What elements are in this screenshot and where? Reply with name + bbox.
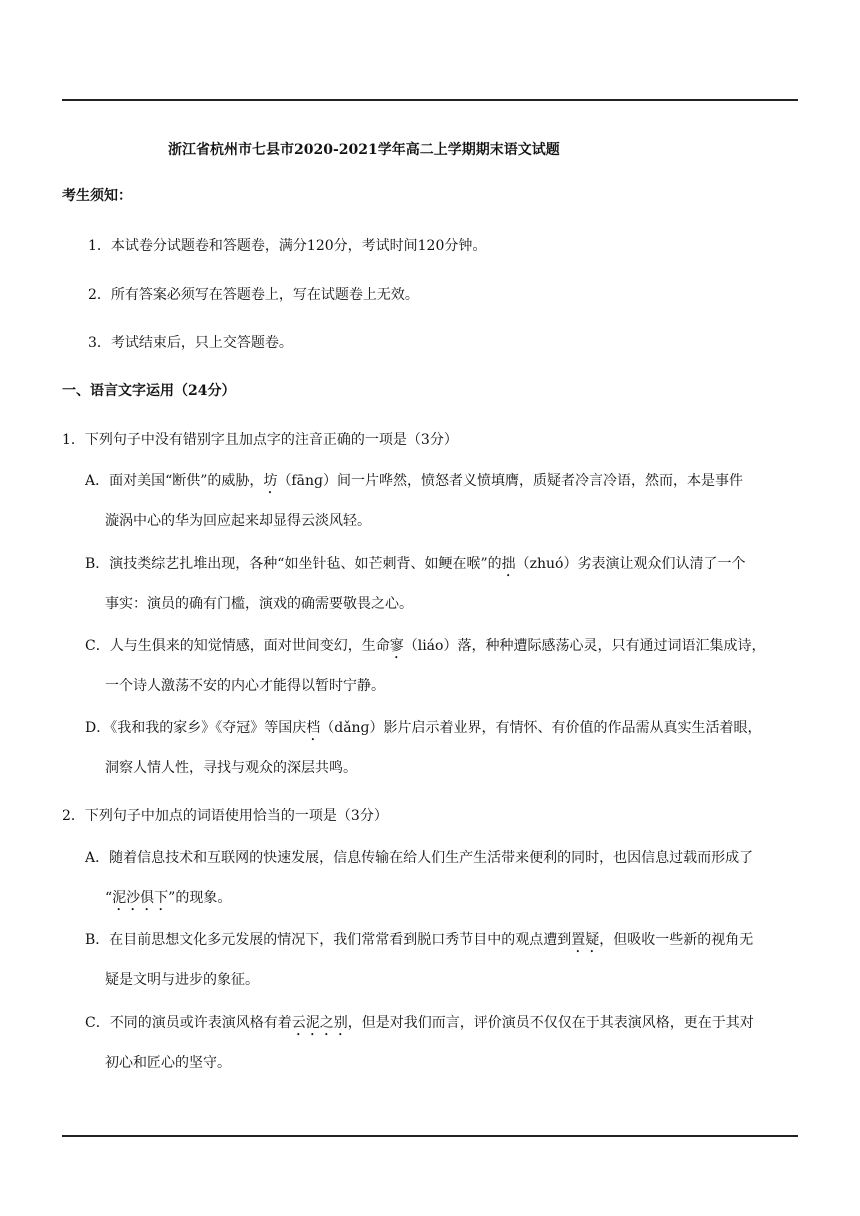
option-line [85, 1003, 801, 1043]
option-text: B．在目前思想文化多元发展的情况下，我们常常看到脱口秀节目中的观点遭到 [85, 932, 572, 948]
question-2-option-c [85, 1003, 801, 1083]
option-text: （fānɡ）间一片哗然，愤怒者义愤填膺，质疑者冷言冷语，然而，本是事件 [277, 473, 743, 489]
option-text: C．人与生俱来的知觉情感，面对世间变幻，生命 [85, 638, 390, 654]
option-line [85, 544, 801, 584]
question-2-option-a [85, 838, 801, 918]
question-2-stem: 2．下列句子中加点的词语使用恰当的一项是（3分） [62, 808, 388, 824]
question-1-option-b [85, 544, 801, 624]
option-text: “ [105, 890, 113, 906]
question-1-option-d [85, 708, 801, 788]
dotted-character: 寥 [389, 638, 404, 654]
notice-item-3: 3．考试结束后，只上交答题卷。 [88, 335, 293, 351]
question-1-stem: 1．下列句子中没有错别字且加点字的注音正确的一项是（3分） [62, 432, 458, 448]
option-text: A．面对美国“断供”的威胁， [85, 473, 264, 489]
option-line [85, 708, 801, 748]
option-line [85, 461, 801, 501]
dotted-phrase: 泥沙俱下 [112, 890, 169, 906]
question-2-option-b [85, 920, 801, 1000]
dotted-character: 坊 [263, 473, 278, 489]
option-continuation: 一个诗人激荡不安的内心才能得以暂时宁静。 [105, 678, 385, 694]
option-continuation: 事实：演员的确有门槛，演戏的确需要敬畏之心。 [105, 596, 413, 612]
option-text: （dǎnɡ）影片启示着业界，有情怀、有价值的作品需从真实生活着眼， [320, 720, 762, 736]
option-text: C．不同的演员或许表演风格有着 [85, 1015, 292, 1031]
dotted-character: 档 [306, 720, 321, 736]
option-text: A．随着信息技术和互联网的快速发展，信息传输在给人们生产生活带来便利的同时，也因信息过载而形成了 [85, 850, 754, 866]
notice-label: 考生须知： [62, 188, 132, 204]
option-continuation: 洞察人情人性，寻找与观众的深层共鸣。 [105, 760, 357, 776]
dotted-phrase: 置疑 [571, 932, 600, 948]
dotted-phrase: 云泥之别 [291, 1015, 348, 1031]
notice-item-2: 2．所有答案必须写在答题卷上，写在试题卷上无效。 [88, 287, 419, 303]
question-1-option-c [85, 626, 801, 706]
option-text: B．演技类综艺扎堆出现，各种“如坐针毡、如芒刺背、如鲠在喉”的 [85, 556, 502, 572]
option-text: （liáo）落，种种遭际感荡心灵，只有通过词语汇集成诗， [403, 638, 766, 654]
option-continuation [85, 878, 801, 918]
option-text: ，但是对我们而言，评价演员不仅仅在于其表演风格，更在于其对 [347, 1015, 754, 1031]
header-rule [62, 99, 798, 101]
option-line [85, 626, 801, 666]
section-heading: 一、语言文字运用（24分） [62, 383, 236, 399]
option-line [85, 920, 801, 960]
option-continuation: 初心和匠心的坚守。 [105, 1055, 231, 1071]
option-text: ”的现象。 [168, 890, 232, 906]
option-text: D．《我和我的家乡》《夺冠》等国庆 [85, 720, 307, 736]
option-continuation: 漩涡中心的华为回应起来却显得云淡风轻。 [105, 513, 371, 529]
option-text: （zhuó）劣表演让观众们认清了一个 [515, 556, 746, 572]
option-text: ，但吸收一些新的视角无 [599, 932, 754, 948]
page-title: 浙江省杭州市七县市2020-2021学年高二上学期期末语文试题 [168, 142, 560, 158]
question-1-option-a [85, 461, 801, 541]
notice-item-1: 1．本试卷分试题卷和答题卷，满分120分，考试时间120分钟。 [88, 238, 487, 254]
option-continuation: 疑是文明与进步的象征。 [105, 972, 259, 988]
footer-rule [62, 1135, 798, 1137]
dotted-character: 拙 [501, 556, 516, 572]
